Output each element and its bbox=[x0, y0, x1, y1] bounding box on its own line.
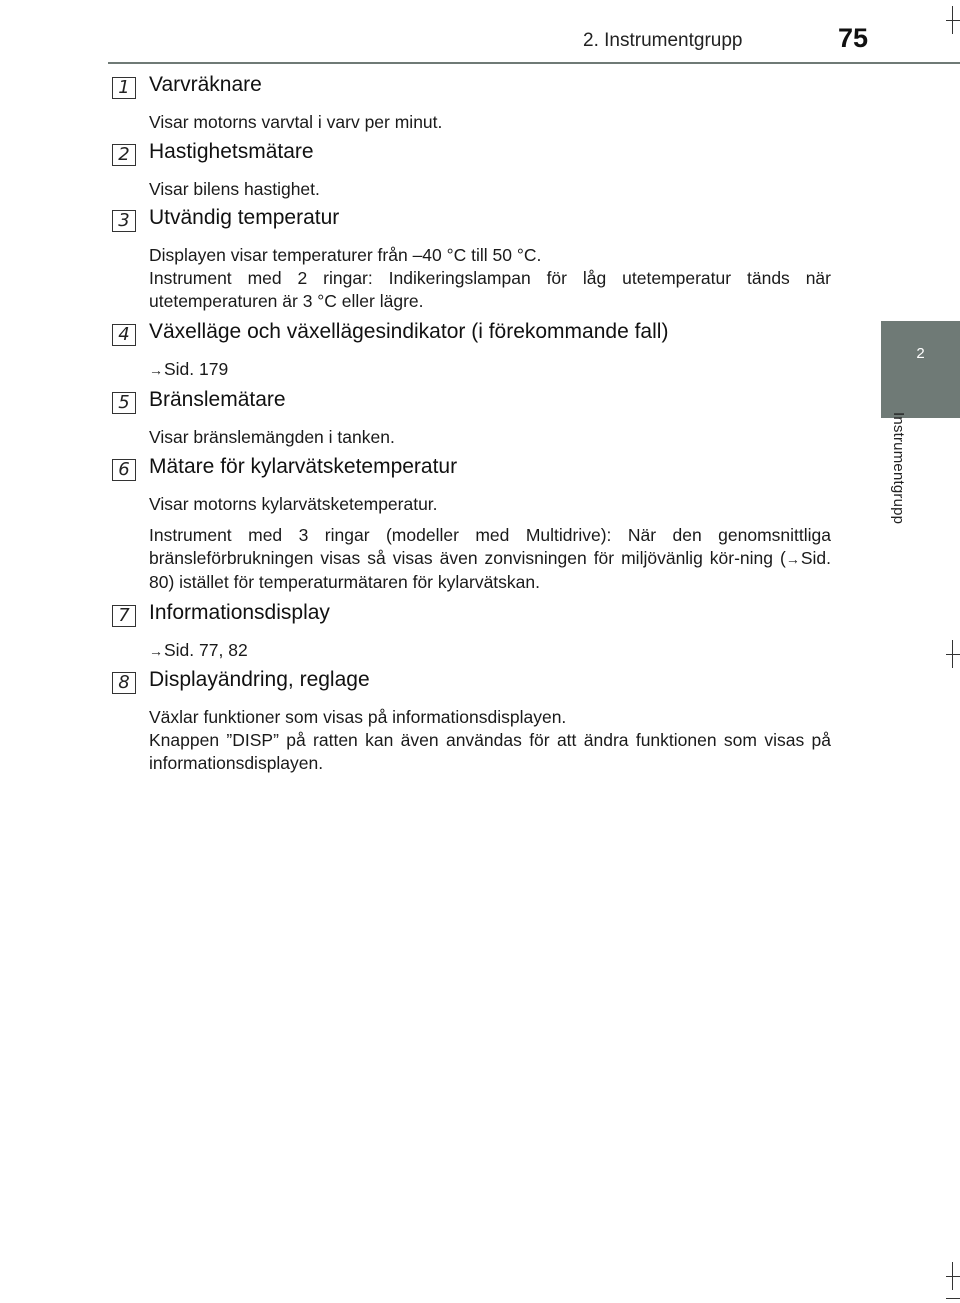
item-text: Visar bränslemängden i tanken. bbox=[149, 427, 395, 447]
page-reference-link[interactable]: Sid. 179 bbox=[164, 359, 229, 379]
arrow-right-icon: → bbox=[785, 551, 800, 567]
item-body bbox=[149, 111, 831, 134]
item-number-badge: 4 bbox=[112, 324, 136, 346]
item-title: Mätare för kylarvätsketemperatur bbox=[149, 455, 458, 478]
item-text: Instrument med 2 ringar: Indikeringslampan för låg utetemperatur tänds när utetemperaturen är 3 °C eller lägre. bbox=[149, 268, 831, 311]
item-title: Utvändig temperatur bbox=[149, 206, 340, 229]
item-text: Visar motorns varvtal i varv per minut. bbox=[149, 112, 443, 132]
page-reference-link[interactable]: Sid. 77, 82 bbox=[164, 640, 248, 660]
chapter-tab-label: Instrumentgrupp bbox=[890, 412, 907, 525]
item-title: Hastighetsmätare bbox=[149, 140, 314, 163]
item-number-badge: 7 bbox=[112, 605, 136, 627]
item-body bbox=[149, 244, 831, 313]
arrow-right-icon: → bbox=[149, 362, 163, 378]
page-reference-link[interactable]: Sid. 80 bbox=[149, 548, 831, 592]
item-title: Bränslemätare bbox=[149, 388, 286, 411]
item-note: Instrument med 3 ringar (modeller med Multidrive): När den genomsnittliga bränsleförbrukningen visas så visas även zonvisningen för miljövänlig kör-ning (→Sid. 80) istället för temperaturmätaren för kylarvätskan. bbox=[149, 525, 831, 592]
item-text: Visar bilens hastighet. bbox=[149, 179, 320, 199]
item-number-badge: 1 bbox=[112, 77, 136, 99]
item-text: Displayen visar temperaturer från –40 °C till 50 °C. bbox=[149, 245, 542, 265]
item-title: Växelläge och växellägesindikator (i förekommande fall) bbox=[149, 320, 669, 343]
chapter-tab bbox=[881, 321, 960, 418]
item-body bbox=[149, 706, 831, 775]
header-rule bbox=[108, 62, 960, 64]
chapter-tab-number: 2 bbox=[916, 345, 925, 362]
item-text: Växlar funktioner som visas på informationsdisplayen. bbox=[149, 707, 567, 727]
section-title: 2. Instrumentgrupp bbox=[583, 30, 743, 51]
item-number-badge: 2 bbox=[112, 144, 136, 166]
item-body bbox=[149, 358, 831, 382]
item-text: Visar motorns kylarvätsketemperatur. bbox=[149, 494, 438, 514]
item-text: Knappen ”DISP” på ratten kan även användas för att ändra funktionen som visas på informationsdisplayen. bbox=[149, 730, 831, 773]
item-number-badge: 6 bbox=[112, 459, 136, 481]
item-title: Informationsdisplay bbox=[149, 601, 330, 624]
item-body bbox=[149, 493, 831, 594]
item-number-badge: 3 bbox=[112, 210, 136, 232]
item-body bbox=[149, 639, 831, 663]
page-number: 75 bbox=[838, 23, 869, 53]
item-body bbox=[149, 426, 831, 449]
item-title: Varvräknare bbox=[149, 73, 262, 96]
item-body bbox=[149, 178, 831, 201]
item-title: Displayändring, reglage bbox=[149, 668, 370, 691]
item-number-badge: 5 bbox=[112, 392, 136, 414]
arrow-right-icon: → bbox=[149, 643, 163, 659]
item-number-badge: 8 bbox=[112, 672, 136, 694]
